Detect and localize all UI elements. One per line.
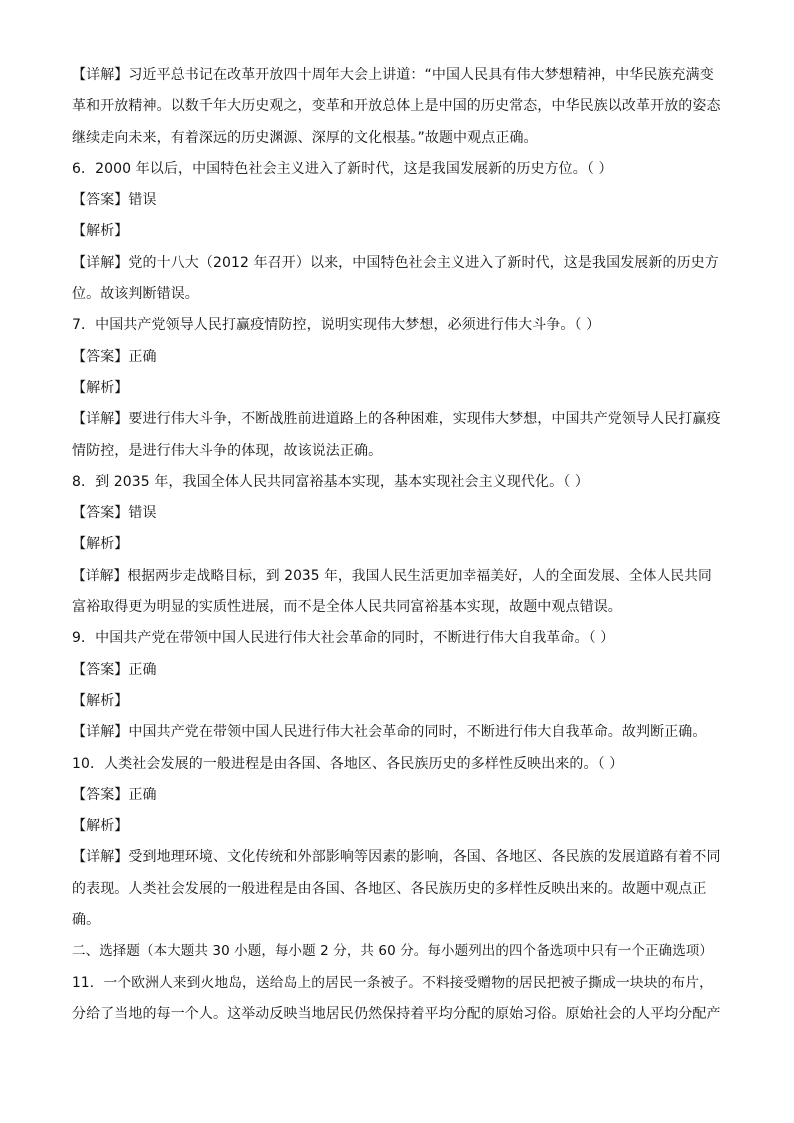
answer-label: 【答案】错误 (72, 192, 157, 209)
text-line: 确。 (72, 912, 101, 929)
text-line: 革和开放精神。以数千年大历史观之，变革和开放总体上是中国的历史常态，中华民族以改革开放的姿态 (72, 98, 721, 115)
analysis-label: 【解析】 (72, 379, 129, 396)
text-line: 位。故该判断错误。 (72, 286, 199, 303)
question-8: 8．到 2035 年，我国全体人民共同富裕基本实现，基本实现社会主义现代化。（ ） (72, 473, 589, 490)
text-line: 【详解】受到地理环境、文化传统和外部影响等因素的影响，各国、各地区、各民族的发展道路有着不同 (72, 849, 721, 866)
question-11: 11．一个欧洲人来到火地岛，送给岛上的居民一条被子。不料接受赠物的居民把被子撕成一块块的布片， (72, 974, 713, 991)
answer-label: 【答案】正确 (72, 786, 157, 803)
text-line: 【详解】根据两步走战略目标，到 2035 年，我国人民生活更加幸福美好，人的全面发展、全体人民共同 (72, 567, 712, 584)
analysis-label: 【解析】 (72, 692, 129, 709)
text-line: 【详解】中国共产党在带领中国人民进行伟大社会革命的同时，不断进行伟大自我革命。故判断正确。 (72, 724, 707, 741)
answer-label: 【答案】正确 (72, 348, 157, 365)
question-9: 9．中国共产党在带领中国人民进行伟大社会革命的同时，不断进行伟大自我革命。（ ） (72, 630, 615, 647)
text-line: 继续走向未来，有着深远的历史渊源、深厚的文化根基。”故题中观点正确。 (72, 129, 538, 146)
document-page (72, 60, 722, 1030)
section-heading: 二、选择题（本大题共 30 小题，每小题 2 分，共 60 分。每小题列出的四个备选项中只有一个正确选项） (72, 943, 713, 960)
question-7: 7．中国共产党领导人民打赢疫情防控，说明实现伟大梦想，必须进行伟大斗争。（ ） (72, 317, 601, 334)
text-line: 【详解】党的十八大（2012 年召开）以来，中国特色社会主义进入了新时代，这是我国发展新的历史方 (72, 254, 719, 271)
question-6: 6．2000 年以后，中国特色社会主义进入了新时代，这是我国发展新的历史方位。（ ） (72, 160, 613, 177)
answer-label: 【答案】正确 (72, 661, 157, 678)
analysis-label: 【解析】 (72, 223, 129, 240)
question-10: 10．人类社会发展的一般进程是由各国、各地区、各民族历史的多样性反映出来的。（ ） (72, 755, 624, 772)
text-line: 【详解】要进行伟大斗争，不断战胜前进道路上的各种困难，实现伟大梦想，中国共产党领导人民打赢疫 (72, 411, 721, 428)
text-line: 【详解】习近平总书记在改革开放四十周年大会上讲道：“中国人民具有伟大梦想精神，中华民族充满变 (72, 67, 714, 83)
text-line: 富裕取得更为明显的实质性进展，而不是全体人民共同富裕基本实现，故题中观点错误。 (72, 599, 622, 616)
text-line: 情防控，是进行伟大斗争的体现，故该说法正确。 (72, 442, 383, 459)
answer-label: 【答案】错误 (72, 505, 157, 522)
analysis-label: 【解析】 (72, 818, 129, 835)
analysis-label: 【解析】 (72, 536, 129, 553)
text-line: 的表现。人类社会发展的一般进程是由各国、各地区、各民族历史的多样性反映出来的。故题中观点正 (72, 880, 707, 897)
text-line: 分给了当地的每一个人。这举动反映当地居民仍然保持着平均分配的原始习俗。原始社会的人平均分配产 (72, 1005, 721, 1022)
